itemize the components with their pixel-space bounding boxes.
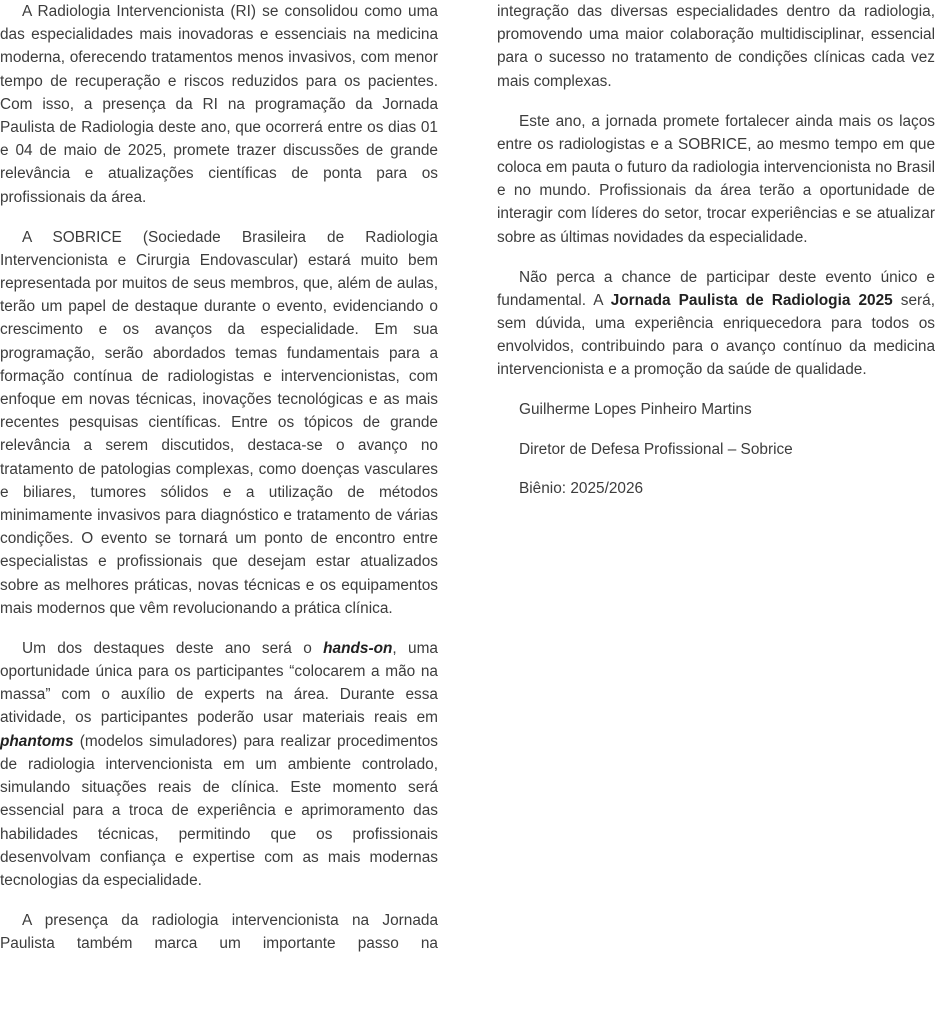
- paragraph-sobrice: A SOBRICE (Sociedade Brasileira de Radiologia Intervencionista e Cirurgia Endovascular) estará muito bem representada por muitos de seus membros, que, além de aulas, terão um papel de destaque durante o evento, evidenciando o crescimento e os avanços da especialidade. Em sua programação, serão abordados temas fundamentais para a formação contínua de radiologistas e intervencionistas, com enfoque em novas técnicas, inovações tecnológicas e as mais recentes pesquisas científicas. Entre os tópicos de grande relevância a serem discutidos, destaca-se o avanço no tratamento de patologias complexas, como doenças vasculares e biliares, tumores sólidos e a utilização de métodos minimamente invasivos para diagnóstico e tratamento de várias condições. O evento se tornará um ponto de encontro entre especialistas e profissionais que desejam estar atualizados sobre as melhores práticas, novas técnicas e os equipamentos mais modernos que vêm revolucionando a prática clínica.: [0, 228, 438, 617]
- paragraph-this-year: Este ano, a jornada promete fortalecer ainda mais os laços entre os radiologistas e a SOBRICE, ao mesmo tempo em que coloca em pauta o futuro da radiologia intervencionista no Brasil e no mundo. Profissionais da área terão a oportunidade de interagir com líderes do setor, trocar experiências e se atualizar sobre as últimas novidades da especialidade.: [497, 112, 935, 246]
- signature-role: Diretor de Defesa Profissional – Sobrice: [519, 440, 793, 458]
- text: será, sem dúvida, uma experiência enriquecedora para todos os envolvidos, contribuindo para o avanço contínuo da medicina intervencionista e a promoção da saúde de qualidade.: [497, 291, 935, 379]
- left-column: [0, 0, 438, 972]
- emphasis-phantoms: phantoms: [0, 732, 74, 750]
- paragraph-integration-end: integração das diversas especialidades dentro da radiologia, promovendo uma maior colaboração multidisciplinar, essencial para o sucesso no tratamento de condições clínicas cada vez mais complexas.: [497, 3, 935, 90]
- text: , uma oportunidade única para os participantes “colocarem a mão na massa” com o auxílio de experts na área. Durante essa atividade, os participantes poderão usar materiais reais em: [0, 639, 438, 727]
- text: (modelos simuladores) para realizar procedimentos de radiologia intervencionista em um ambiente controlado, simulando situações reais de clínica. Este momento será essencial para a troca de experiência e aprimoramento das habilidades técnicas, permitindo que os profissionais desenvolvam confiança e expertise com as mais modernas tecnologias da especialidade.: [0, 732, 438, 889]
- signature-term: Biênio: 2025/2026: [519, 479, 644, 497]
- emphasis-hands-on: hands-on: [323, 639, 393, 657]
- emphasis-event-name: Jornada Paulista de Radiologia 2025: [610, 291, 893, 309]
- text: Não perca a chance de participar deste evento único e fundamental. A: [497, 268, 935, 309]
- paragraph-call-to-action: [497, 266, 935, 382]
- signature-name: Guilherme Lopes Pinheiro Martins: [519, 401, 752, 419]
- paragraph-intro: A Radiologia Intervencionista (RI) se consolidou como uma das especialidades mais inovadoras e essenciais na medicina moderna, oferecendo tratamentos menos invasivos, com menor tempo de recuperação e riscos reduzidos para os pacientes. Com isso, a presença da RI na programação da Jornada Paulista de Radiologia deste ano, que ocorrerá entre os dias 01 e 04 de maio de 2025, promete trazer discussões de grande relevância e atualizações científicas de ponta para os profissionais da área.: [0, 3, 438, 206]
- paragraph-hands-on: [0, 637, 438, 892]
- right-column: [497, 0, 935, 516]
- paragraph-integration-start: A presença da radiologia intervencionista na Jornada Paulista também marca um importante passo na: [0, 911, 438, 953]
- text: Um dos destaques deste ano será o: [22, 639, 324, 657]
